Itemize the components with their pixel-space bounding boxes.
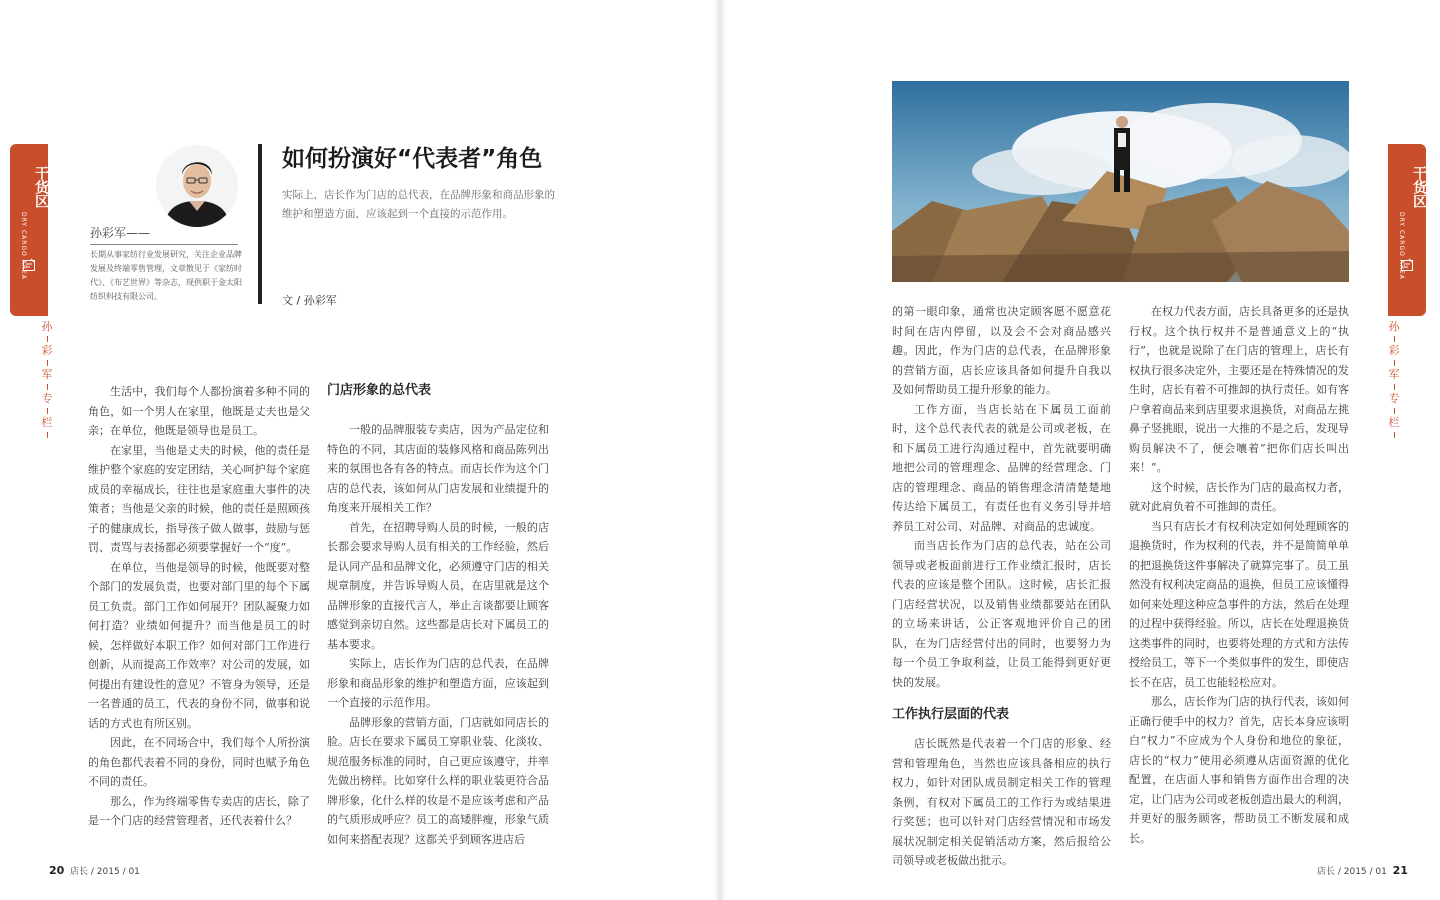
body-column-3 xyxy=(892,302,1111,871)
notepad-icon xyxy=(22,258,36,272)
author-name: 孙彩军—— xyxy=(90,226,151,240)
paragraph: 那么，作为终端零售专卖店的店长，除了是一个门店的经营管理者，还代表着什么？ xyxy=(88,794,310,827)
paragraph: 因此，在不同场合中，我们每个人所扮演的角色都代表着不同的身份，同时也赋予角色不同的责任。 xyxy=(88,736,310,788)
paragraph: 品牌形象的营销方面，门店就如同店长的脸。店长在要求下属员工穿职业装、化淡妆、规范服务标准的同时，自己更应该遵守，并率先做出榜样。比如穿什么样的职业装更符合品牌形象，化什么样的妆是不是应该考虑和产品的气质形成呼应？员工的高矮胖瘦，形象气质如何来搭配表现？这都关乎到顾客进店后 xyxy=(327,715,549,846)
paragraph: 生活中，我们每个人都扮演着多种不同的角色，如一个男人在家里，他既是丈夫也是父亲；在单位，他既是领导也是员工。 xyxy=(88,385,310,437)
notepad-icon xyxy=(1400,258,1414,272)
title-accent-bar xyxy=(258,144,262,304)
section-subtitle: DRY CARGO AREA xyxy=(1398,212,1405,280)
article-photo xyxy=(892,81,1349,282)
folio-right xyxy=(1317,864,1408,877)
paragraph: 当只有店长才有权利决定如何处理顾客的退换货时，作为权利的代表，并不是简简单单的把退换货这件事解决了就算完事了。员工虽然没有权利决定商品的退换，但员工应该懂得如何来处理这种应急事件的方法，然后在处理的过程中获得经验。所以，店长在处理退换货这类事件的同时，也要将处理的方式和方法传授给员工，等下一个类似事件的发生，即使店长不在店，员工也能轻松应对。 xyxy=(1129,519,1349,689)
folio-left xyxy=(49,864,140,877)
section-title: 干货区 xyxy=(33,166,49,208)
section-title: 干货区 xyxy=(1411,166,1427,208)
section-tab xyxy=(10,144,48,316)
paragraph: 在单位，当他是领导的时候，他既要对整个部门的发展负责，也要对部门里的每个下属员工负责。部门工作如何展开？团队凝聚力如何打造？业绩如何提升？而当他是员工的时候，怎样做好本职工作？如何对部门工作进行创新，从而提高工作效率？对公司的发展，如何提出有建设性的意见？不管身为领导，还是一名普通的员工，代表的身份不同，做事和说话的方式也有所区别。 xyxy=(88,560,310,730)
section-heading: 门店形象的总代表 xyxy=(327,383,432,398)
right-page xyxy=(720,0,1440,900)
article-lead: 实际上，店长作为门店的总代表，在品牌形象和商品形象的维护和塑造方面，应该起到一个直接的示范作用。 xyxy=(282,189,555,220)
page-number: 20 xyxy=(49,864,65,877)
section-tab xyxy=(1388,144,1426,316)
body-column-2 xyxy=(327,382,549,849)
article-byline: 文 / 孙彩军 xyxy=(282,294,337,307)
author-bio: 长期从事家纺行业发展研究，关注企业品牌发展及终端零售管理，文章散见于《家纺时代》、《布艺世界》等杂志，现供职于金太阳纺织科技有限公司。 xyxy=(90,250,242,301)
body-column-4 xyxy=(1129,302,1349,848)
section-subtitle: DRY CARGO AREA xyxy=(20,212,27,280)
paragraph: 的第一眼印象，通常也决定顾客愿不愿意花时间在店内停留，以及会不会对商品感兴趣。因此，作为门店的总代表，在品牌形象的营销方面，店长应该具备如何提升自我以及如何帮助员工提升形象的能力。 xyxy=(892,305,1111,396)
spine-gutter xyxy=(714,0,726,900)
page-number: 21 xyxy=(1392,864,1408,877)
column-name-vertical: 孙 彩 军 专 栏 xyxy=(1387,318,1401,438)
article-title: 如何扮演好“代表者”角色 xyxy=(282,146,543,172)
paragraph: 工作方面，当店长站在下属员工面前时，这个总代表代表的就是公司或老板，在和下属员工进行沟通过程中，首先就要明确地把公司的管理理念、品牌的经营理念、门店的管理理念、商品的销售理念清清楚楚地传达给下属员工，有责任也有义务引导并培养员工对公司、对品牌、对商品的忠诚度。 xyxy=(892,402,1111,533)
paragraph: 一般的品牌服装专卖店，因为产品定位和特色的不同，其店面的装修风格和商品陈列出来的氛围也各有各的特点。而店长作为这个门店的总代表，该如何从门店发展和业绩提升的角度来开展相关工作？ xyxy=(327,423,549,514)
body-column-1 xyxy=(88,382,310,831)
paragraph: 在家里，当他是丈夫的时候，他的责任是维护整个家庭的安定团结，关心呵护每个家庭成员的幸福成长，往往也是家庭重大事件的决策者；当他是父亲的时候，他的责任是照顾孩子的健康成长，指导孩子做人做事，鼓励与惩罚、责骂与表扬都必须要掌握好一个“度”。 xyxy=(88,443,310,554)
section-heading: 工作执行层面的代表 xyxy=(892,707,1010,722)
author-avatar xyxy=(156,145,238,227)
issue-label: 店长 / 2015 / 01 xyxy=(1317,867,1387,877)
author-divider xyxy=(90,244,238,245)
paragraph: 这个时候，店长作为门店的最高权力者，就对此肩负着不可推卸的责任。 xyxy=(1129,480,1349,513)
paragraph: 首先，在招聘导购人员的时候，一般的店长都会要求导购人员有相关的工作经验，然后是认同产品和品牌文化，必须遵守门店的相关规章制度，并告诉导购人员，在店里就是这个品牌形象的直接代言人，举止言谈都要让顾客感觉到亲切自然。这些都是店长对下属员工的基本要求。 xyxy=(327,520,549,651)
paragraph: 那么，店长作为门店的执行代表，该如何正确行使手中的权力？首先，店长本身应该明白“权力”不应成为个人身份和地位的象征，店长的“权力”使用必须遵从店面资源的优化配置，在店面人事和销售方面作出合理的决定，让门店为公司或老板创造出最大的利润，并更好的服务顾客，帮助员工不断发展和成长。 xyxy=(1129,695,1349,845)
paragraph: 店长既然是代表着一个门店的形象、经营和管理角色，当然也应该具备相应的执行权力，如针对团队成员制定相关工作的管理条例，有权对下属员工的工作行为或结果进行奖惩；也可以针对门店经营情况和市场发展状况制定相关促销活动方案，然后报给公司领导或老板做出批示。 xyxy=(892,737,1111,867)
paragraph: 而当店长作为门店的总代表，站在公司领导或老板面前进行工作业绩汇报时，店长代表的应该是整个团队。这时候，店长汇报门店经营状况，以及销售业绩都要站在团队的立场来讲话，公正客观地评价自己的团队，在为门店经营付出的同时，也要努力为每一个员工争取利益，让员工能得到更好更快的发展。 xyxy=(892,539,1111,689)
issue-label: 店长 / 2015 / 01 xyxy=(70,867,140,877)
column-name-vertical: 孙 彩 军 专 栏 xyxy=(40,318,54,438)
paragraph: 实际上，店长作为门店的总代表，在品牌形象和商品形象的维护和塑造方面，应该起到一个直接的示范作用。 xyxy=(327,657,549,709)
paragraph: 在权力代表方面，店长具备更多的还是执行权。这个执行权并不是普通意义上的“执行”，也就是说除了在门店的管理上，店长有权执行很多决定外，主要还是在特殊情况的发生时，店长有着不可推卸的执行责任。如有客户拿着商品来到店里要求退换货，对商品左挑鼻子竖挑眼，说出一大推的不是之后，发现导购员解决不了，便会嚷着“把你们店长叫出来！”。 xyxy=(1129,305,1349,474)
